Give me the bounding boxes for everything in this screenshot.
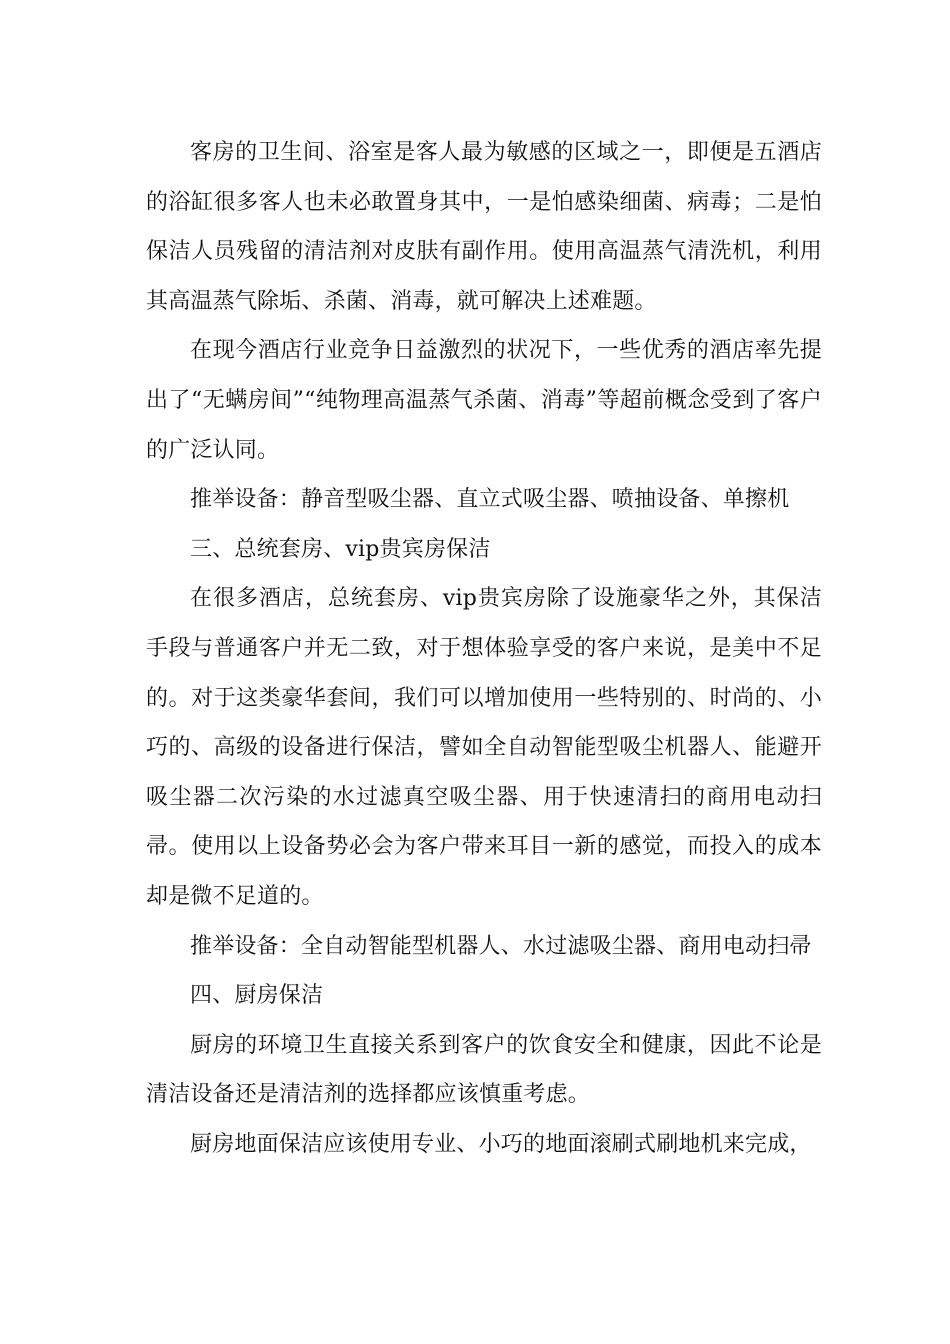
paragraph-recommended-equipment-1: 推举设备：静音型吸尘器、直立式吸尘器、喷抽设备、单擦机 [190,487,790,513]
paragraph-kitchen-hygiene: 厨房的环境卫生直接关系到客户的饮食安全和健康，因此不论是清洁设备还是清洁剂的选择都应该慎重考虑。 [146,1032,822,1108]
paragraph-vip-room-cleaning: 在很多酒店，总统套房、vip贵宾房除了设施豪华之外，其保洁手段与普通客户并无二致，对于想体验享受的客户来说，是美中不足的。对于这类豪华套间，我们可以增加使用一些特别的、时尚的、小巧的、高级的设备进行保洁，譬如全自动智能型吸尘机器人、能避开吸尘器二次污染的水过滤真空吸尘器、用于快速清扫的商用电动扫帚。使用以上设备势必会为客户带来耳目一新的感觉，而投入的成本却是微不足道的。 [146,586,822,909]
paragraph-recommended-equipment-2: 推举设备：全自动智能型机器人、水过滤吸尘器、商用电动扫帚 [190,933,812,959]
paragraph-kitchen-floor: 厨房地面保洁应该使用专业、小巧的地面滚刷式刷地机来完成， [190,1131,812,1157]
section-heading-kitchen: 四、厨房保洁 [190,983,324,1009]
paragraph-bathroom-hygiene: 客房的卫生间、浴室是客人最为敏感的区域之一，即便是五酒店的浴缸很多客人也未必敢置身其中，一是怕感染细菌、病毒；二是怕保洁人员残留的清洁剂对皮肤有副作用。使用高温蒸气清洗机，利用其高温蒸气除垢、杀菌、消毒，就可解决上述难题。 [146,140,822,314]
paragraph-industry-competition: 在现今酒店行业竞争日益激烈的状况下，一些优秀的酒店率先提出了“无螨房间”“纯物理高温蒸气杀菌、消毒”等超前概念受到了客户的广泛认同。 [146,338,822,463]
document-body [146,128,822,1169]
section-heading-presidential-suite: 三、总统套房、vip贵宾房保洁 [190,536,491,562]
